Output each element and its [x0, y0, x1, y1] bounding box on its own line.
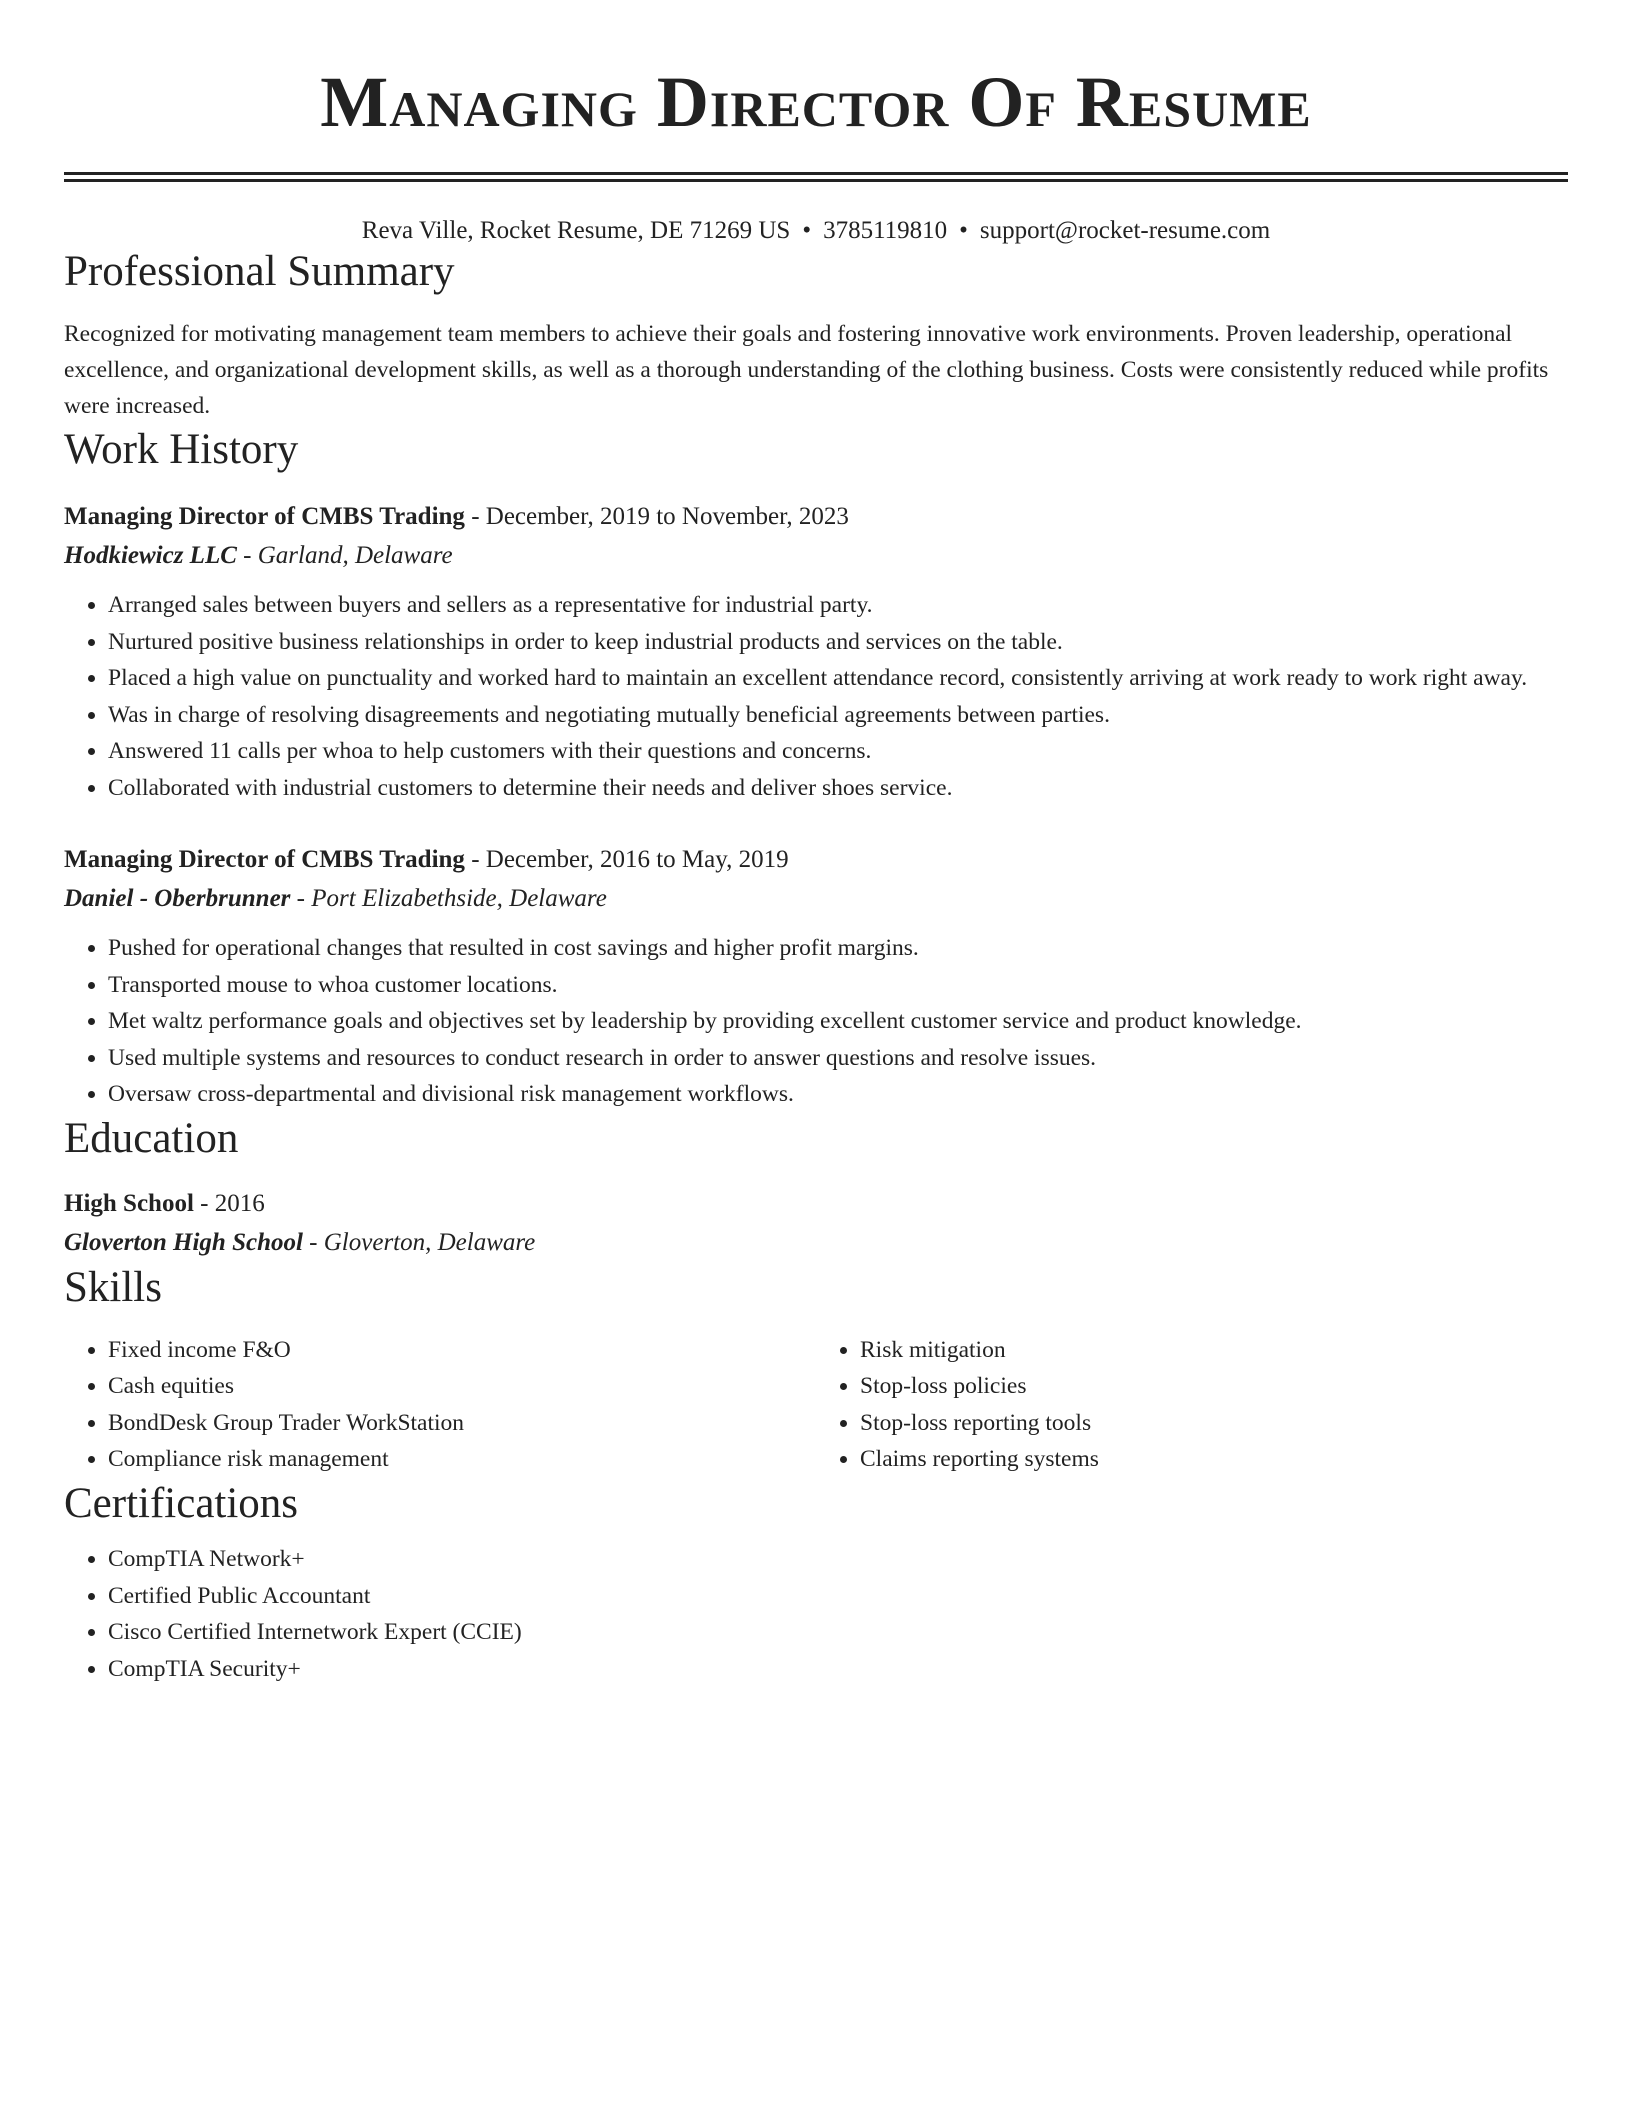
list-item: • Was in charge of resolving disagreements and negotiating mutually beneficial agreements between parties. — [108, 697, 1568, 734]
list-item: • Certified Public Accountant — [108, 1578, 1568, 1615]
list-item: • Risk mitigation — [860, 1332, 1568, 1369]
list-item: • CompTIA Security+ — [108, 1651, 1568, 1688]
title-divider — [64, 172, 1568, 182]
list-item: • Pushed for operational changes that resulted in cost savings and higher profit margins. — [108, 930, 1568, 967]
list-item: • BondDesk Group Trader WorkStation — [108, 1405, 816, 1442]
skills-grid — [64, 1320, 1568, 1478]
list-item: • Stop-loss policies — [860, 1368, 1568, 1405]
resume-title: Managing Director Of Resume — [320, 62, 1312, 142]
list-item: • Oversaw cross-departmental and divisional risk management workflows. — [108, 1076, 1568, 1113]
list-item: • Stop-loss reporting tools — [860, 1405, 1568, 1442]
list-item: • Placed a high value on punctuality and worked hard to maintain an excellent attendance record, consistently arriving at work ready to work right away. — [108, 660, 1568, 697]
list-item: • Nurtured positive business relationships in order to keep industrial products and services on the table. — [108, 624, 1568, 661]
education-location: - Gloverton, Delaware — [302, 1229, 536, 1257]
contact-separator: • — [802, 217, 812, 244]
skills-list-right — [816, 1332, 1568, 1478]
job-bullets — [64, 587, 1568, 806]
job-location: - Port Elizabethside, Delaware — [290, 885, 607, 913]
job-role-line — [64, 840, 1568, 879]
skills-heading: Skills — [64, 1264, 162, 1312]
education-year: - 2016 — [193, 1190, 265, 1218]
certifications-heading: Certifications — [64, 1479, 299, 1527]
education-school-line — [64, 1223, 1568, 1262]
certifications-list — [64, 1541, 1568, 1687]
job-title: Managing Director of CMBS Trading — [64, 503, 465, 531]
education-degree-line — [64, 1184, 1568, 1223]
contact-address: Reva Ville, Rocket Resume, DE 71269 US — [361, 217, 791, 244]
list-item: • Compliance risk management — [108, 1441, 816, 1478]
skills-list-left — [64, 1332, 816, 1478]
list-item: • Arranged sales between buyers and sellers as a representative for industrial party. — [108, 587, 1568, 624]
job-entry — [64, 840, 1568, 1113]
list-item: • Transported mouse to whoa customer locations. — [108, 967, 1568, 1004]
job-title: Managing Director of CMBS Trading — [64, 846, 465, 874]
job-bullets — [64, 930, 1568, 1113]
education-entry — [64, 1184, 1568, 1262]
job-dates: - December, 2019 to November, 2023 — [464, 503, 849, 531]
job-company: Hodkiewicz LLC — [64, 542, 237, 570]
summary-text: Recognized for motivating management team members to achieve their goals and fostering innovative work environments. Proven leadership, operational excellence, and organizational development skills, as well as a thorough understanding of the clothing business. Costs were consistently reduced while profits were increased. — [64, 320, 1549, 419]
education-heading: Education — [64, 1114, 239, 1162]
education-degree: High School — [64, 1190, 194, 1218]
contact-separator: • — [959, 217, 968, 244]
work-history-heading: Work History — [64, 425, 299, 473]
job-entry — [64, 497, 1568, 806]
list-item: • Used multiple systems and resources to conduct research in order to answer questions and resolve issues. — [108, 1040, 1568, 1077]
job-location: - Garland, Delaware — [236, 542, 453, 570]
summary-heading: Professional Summary — [64, 248, 455, 295]
education-school: Gloverton High School — [64, 1229, 303, 1257]
list-item: • Answered 11 calls per whoa to help customers with their questions and concerns. — [108, 733, 1568, 770]
list-item: • Fixed income F&O — [108, 1332, 816, 1369]
list-item: • Cisco Certified Internetwork Expert (CCIE) — [108, 1614, 1568, 1651]
list-item: • Collaborated with industrial customers to determine their needs and deliver shoes service. — [108, 770, 1568, 807]
job-org-line — [64, 536, 1568, 575]
contact-line — [64, 216, 1568, 246]
contact-email: support@rocket-resume.com — [979, 217, 1271, 244]
contact-phone: 3785119810 — [823, 217, 948, 244]
job-company: Daniel - Oberbrunner — [64, 885, 291, 913]
job-role-line — [64, 497, 1568, 536]
list-item: • Claims reporting systems — [860, 1441, 1568, 1478]
list-item: • CompTIA Network+ — [108, 1541, 1568, 1578]
job-dates: - December, 2016 to May, 2019 — [464, 846, 789, 874]
list-item: • Met waltz performance goals and objectives set by leadership by providing excellent customer service and product knowledge. — [108, 1003, 1568, 1040]
list-item: • Cash equities — [108, 1368, 816, 1405]
job-org-line — [64, 879, 1568, 918]
